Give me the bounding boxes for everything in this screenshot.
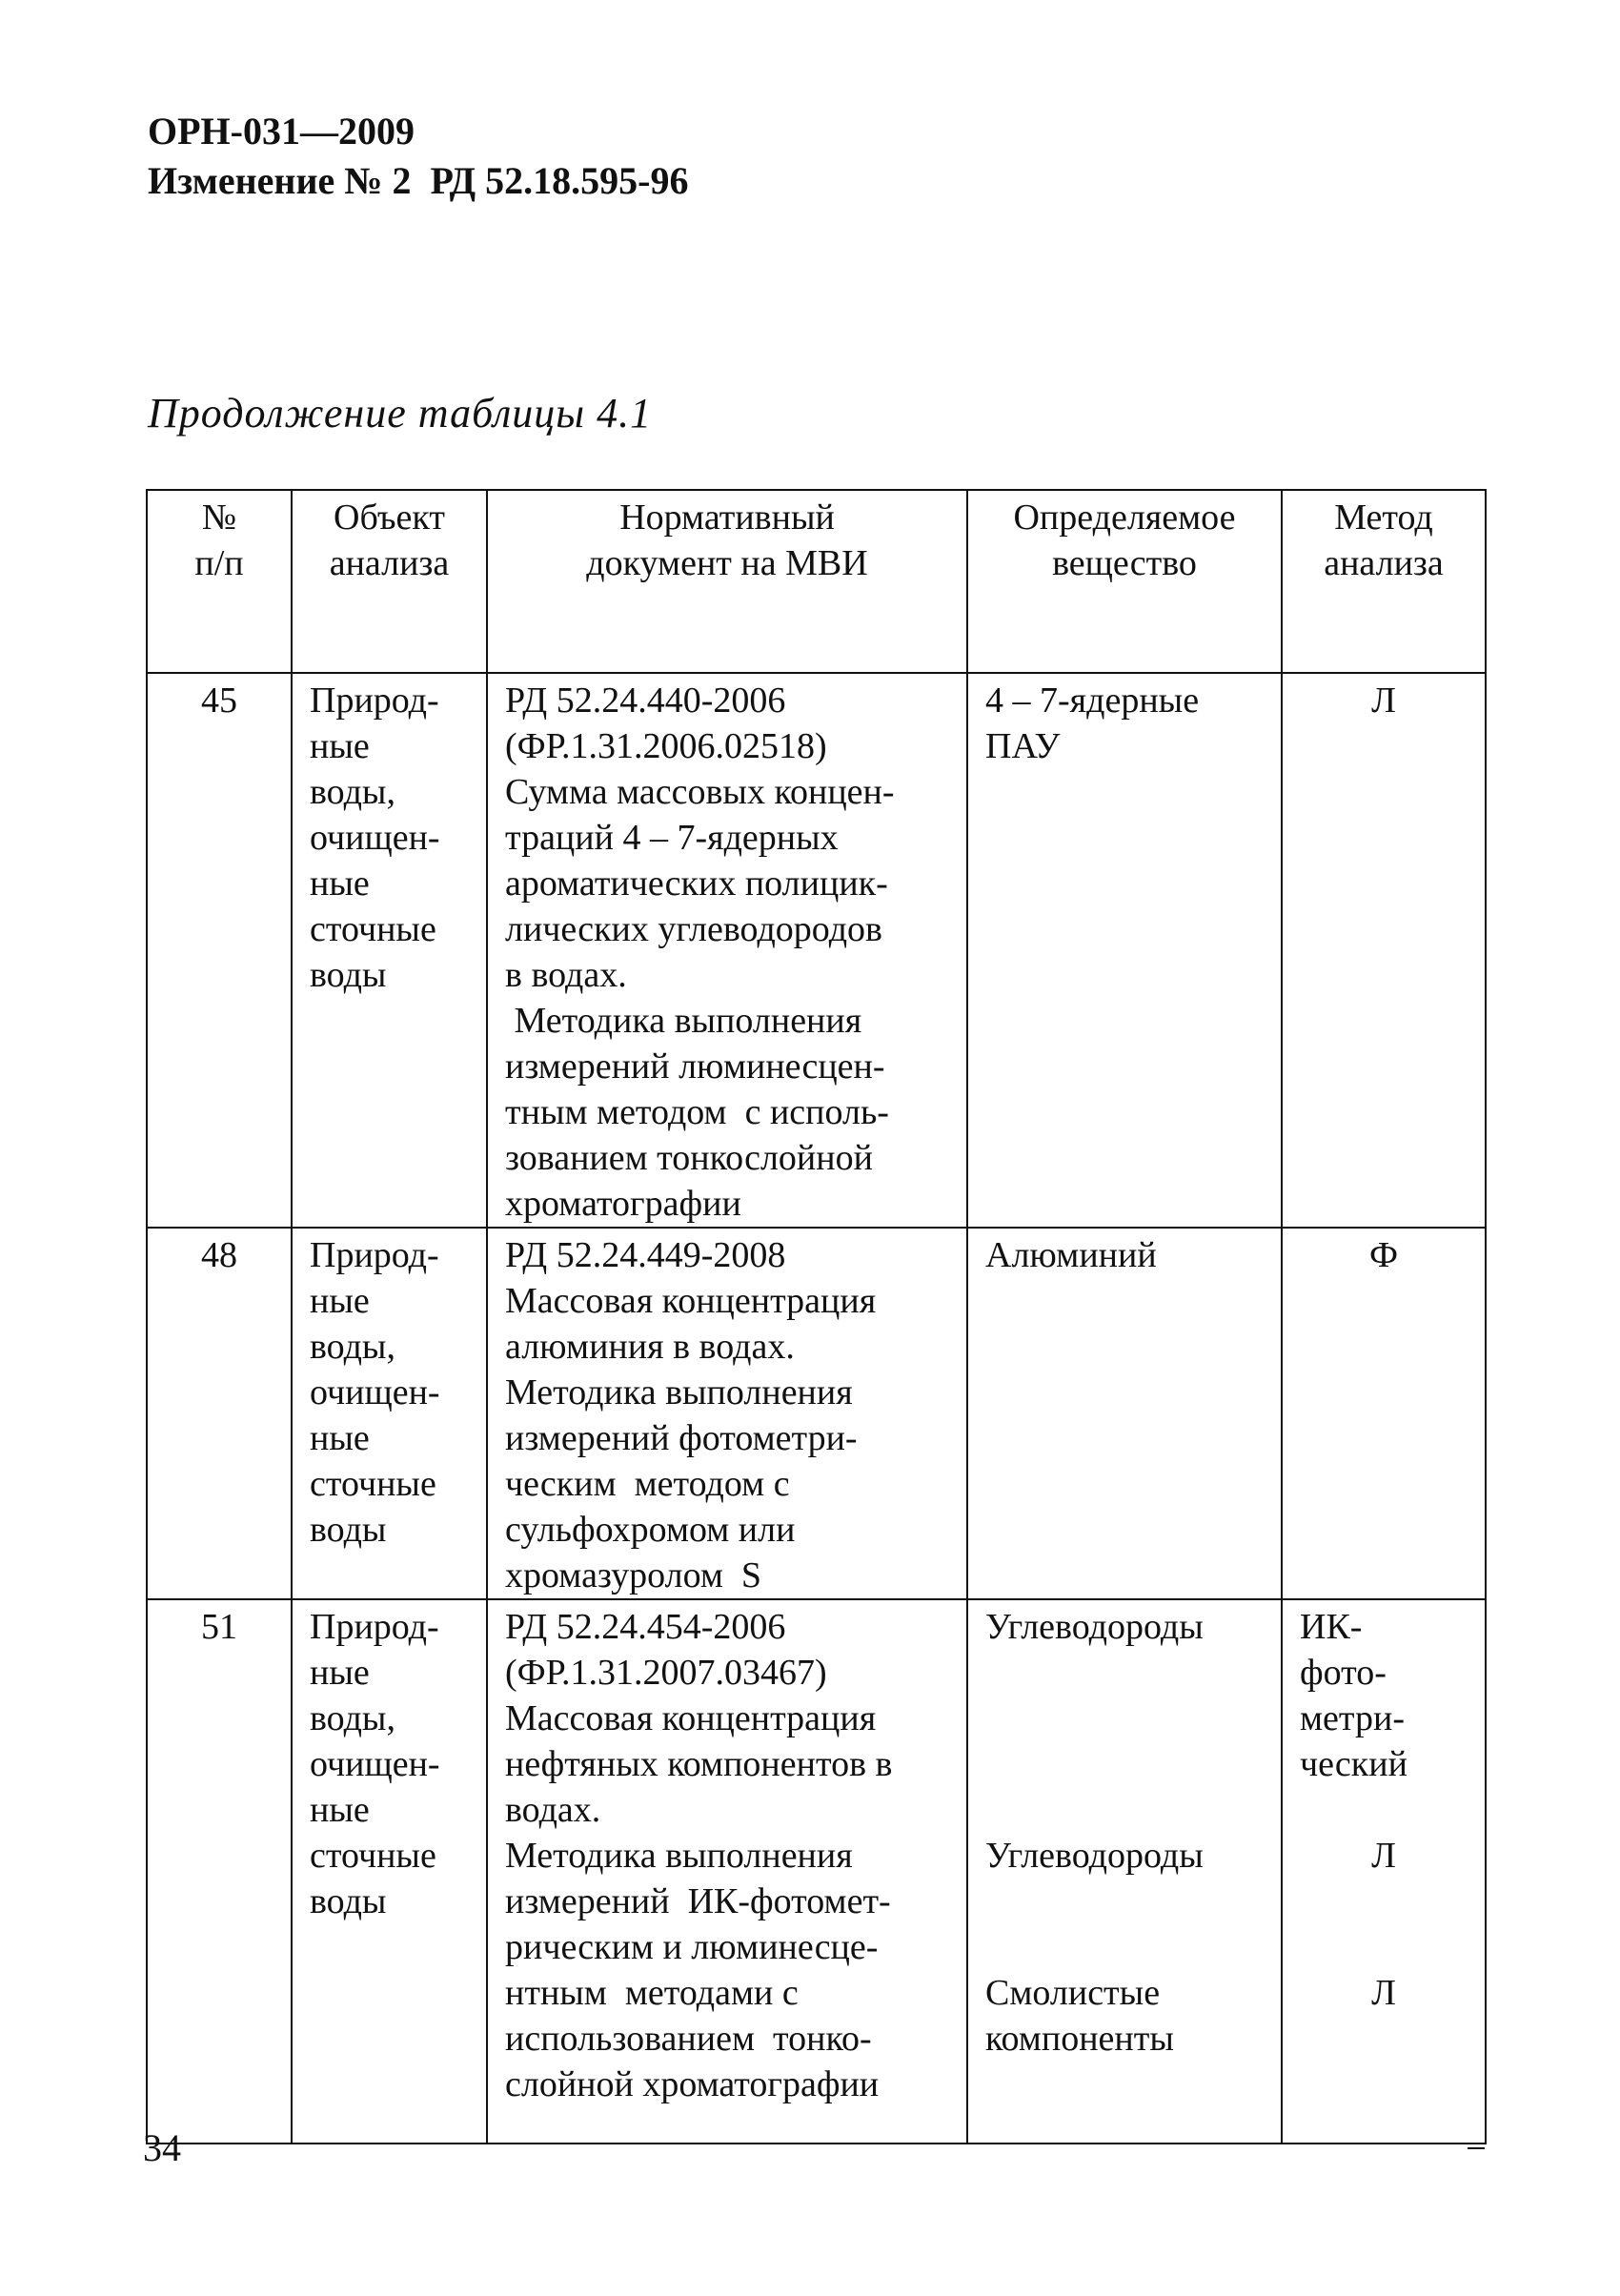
- row-document: РД 52.24.440-2006 (ФР.1.31.2006.02518) Сумма массовых концен- траций 4 – 7-ядерных ароматических полицик- лических углеводородов в водах. Методика выполнения измерений люминесцен- тным методом с исполь- зованием тонкослойной хроматографии: [487, 673, 967, 1228]
- page-number: 34: [143, 2126, 181, 2169]
- row-substance: Алюминий: [967, 1228, 1282, 1599]
- column-header-document: Нормативный документ на МВИ: [487, 490, 967, 673]
- document-header: [148, 107, 688, 206]
- row-number: 45: [147, 673, 292, 1228]
- amendment-title: Изменение № 2 РД 52.18.595-96: [148, 159, 689, 202]
- column-header-substance: Определяемое вещество: [967, 490, 1282, 673]
- row-number: 51: [147, 1599, 292, 2144]
- column-header-method: Метод анализа: [1282, 490, 1486, 673]
- row-number: 48: [147, 1228, 292, 1599]
- row-method: ИК- фото- метри- ческий Л Л: [1282, 1599, 1486, 2144]
- table-header-row: [147, 490, 1486, 673]
- table-row: [147, 1228, 1486, 1599]
- row-object: Природ- ные воды, очищен- ные сточные воды: [292, 1228, 487, 1599]
- row-substance: Углеводороды Углеводороды Смолистые компоненты: [967, 1599, 1282, 2144]
- row-substance: 4 – 7-ядерные ПАУ: [967, 673, 1282, 1228]
- column-header-object: Объект анализа: [292, 490, 487, 673]
- row-method: Ф: [1282, 1228, 1486, 1599]
- row-document: РД 52.24.449-2008 Массовая концентрация алюминия в водах. Методика выполнения измерений фотометри- ческим методом с сульфохромом или хромазуролом S: [487, 1228, 967, 1599]
- table-continuation-mark: [1468, 2147, 1485, 2149]
- column-header-number: № п/п: [147, 490, 292, 673]
- table-row: [147, 1599, 1486, 2144]
- doc-code: ОРН-031—2009: [148, 110, 415, 152]
- table-caption: Продолжение таблицы 4.1: [148, 390, 653, 437]
- row-object: Природ- ные воды, очищен- ные сточные воды: [292, 673, 487, 1228]
- row-method: Л: [1282, 673, 1486, 1228]
- row-object: Природ- ные воды, очищен- ные сточные воды: [292, 1599, 487, 2144]
- row-document: РД 52.24.454-2006 (ФР.1.31.2007.03467) Массовая концентрация нефтяных компонентов в водах. Методика выполнения измерений ИК-фотомет- рическим и люминесце- нтным методами с использованием тонко- слойной хроматографии: [487, 1599, 967, 2144]
- table-row: [147, 673, 1486, 1228]
- methods-table: [146, 489, 1487, 2144]
